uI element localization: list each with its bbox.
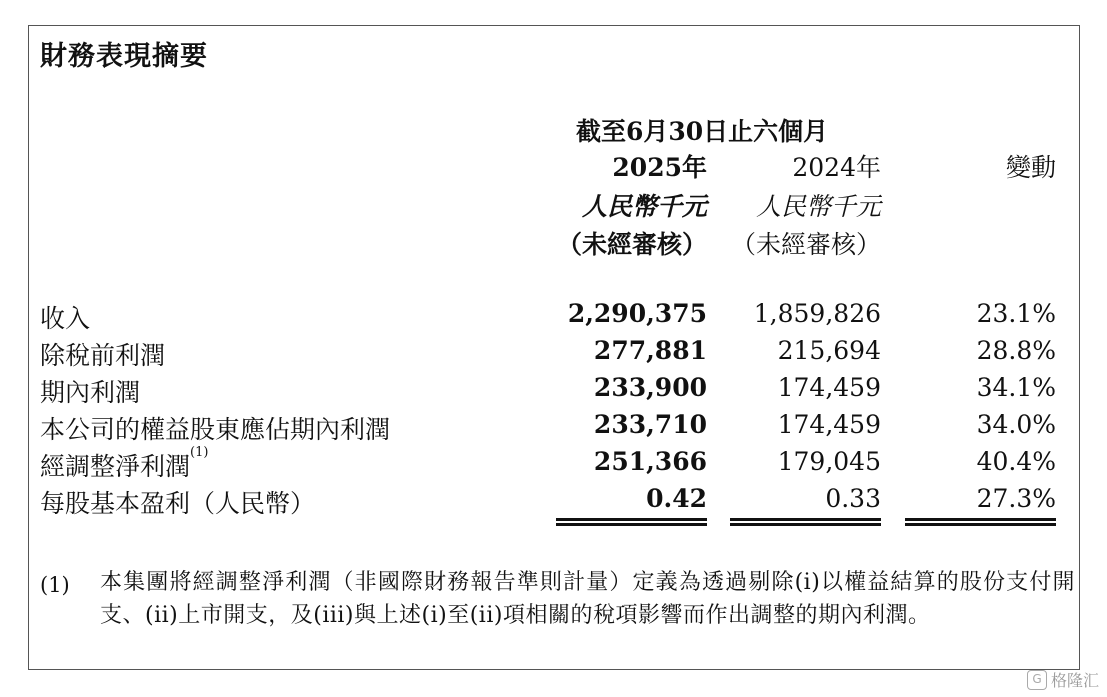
gelonghui-logo-icon: G [1027,670,1047,690]
double-underline-change [905,518,1056,526]
watermark [1027,668,1099,691]
value-2025: 233,900 [593,373,707,402]
row-label: 每股基本盈利（人民幣） [40,489,316,518]
period-header: 截至6月30日止六個月 [576,117,829,146]
value-2025: 2,290,375 [567,299,707,328]
double-underline-2024 [730,518,881,526]
row-label: 除稅前利潤 [40,341,166,370]
value-2024: 174,459 [777,410,881,439]
value-change: 27.3% [976,484,1056,513]
col-2025-audit: （未經審核） [556,230,707,259]
col-change-header: 變動 [1005,153,1056,182]
value-2024: 215,694 [777,336,881,365]
row-label: 收入 [40,304,91,333]
value-change: 34.1% [976,373,1056,402]
footnote-text: 本集團將經調整淨利潤（非國際財務報告準則計量）定義為透過剔除(i)以權益結算的股份支付開支、(ii)上市開支，及(iii)與上述(i)至(ii)項相關的稅項影響而作出調整的期內利潤。 [100,570,1075,628]
footnote-number: (1) [40,573,70,597]
value-2024: 0.33 [825,484,881,513]
value-2025: 251,366 [593,447,707,476]
page-title: 財務表現摘要 [40,41,208,72]
col-2025-year: 2025年 [612,153,707,182]
col-2024-year: 2024年 [792,153,881,182]
col-2025-unit: 人民幣千元 [581,192,707,221]
value-change: 40.4% [976,447,1056,476]
footnote-marker: (1) [190,445,209,460]
value-2025: 0.42 [646,484,707,513]
row-label: 本公司的權益股東應佔期內利潤 [40,415,391,444]
row-label: 期內利潤 [40,378,141,407]
value-2025: 233,710 [593,410,707,439]
value-change: 23.1% [976,299,1056,328]
col-2024-audit: （未經審核） [730,230,881,259]
value-2024: 174,459 [777,373,881,402]
value-2025: 277,881 [593,336,707,365]
col-2024-unit: 人民幣千元 [755,192,881,221]
double-underline-2025 [556,518,707,526]
value-change: 28.8% [976,336,1056,365]
row-label-with-footnote [40,447,208,483]
value-2024: 179,045 [777,447,881,476]
row-label-text: 經調整淨利潤 [40,452,191,481]
value-2024: 1,859,826 [753,299,881,328]
watermark-text: 格隆汇 [1050,671,1099,690]
value-change: 34.0% [976,410,1056,439]
